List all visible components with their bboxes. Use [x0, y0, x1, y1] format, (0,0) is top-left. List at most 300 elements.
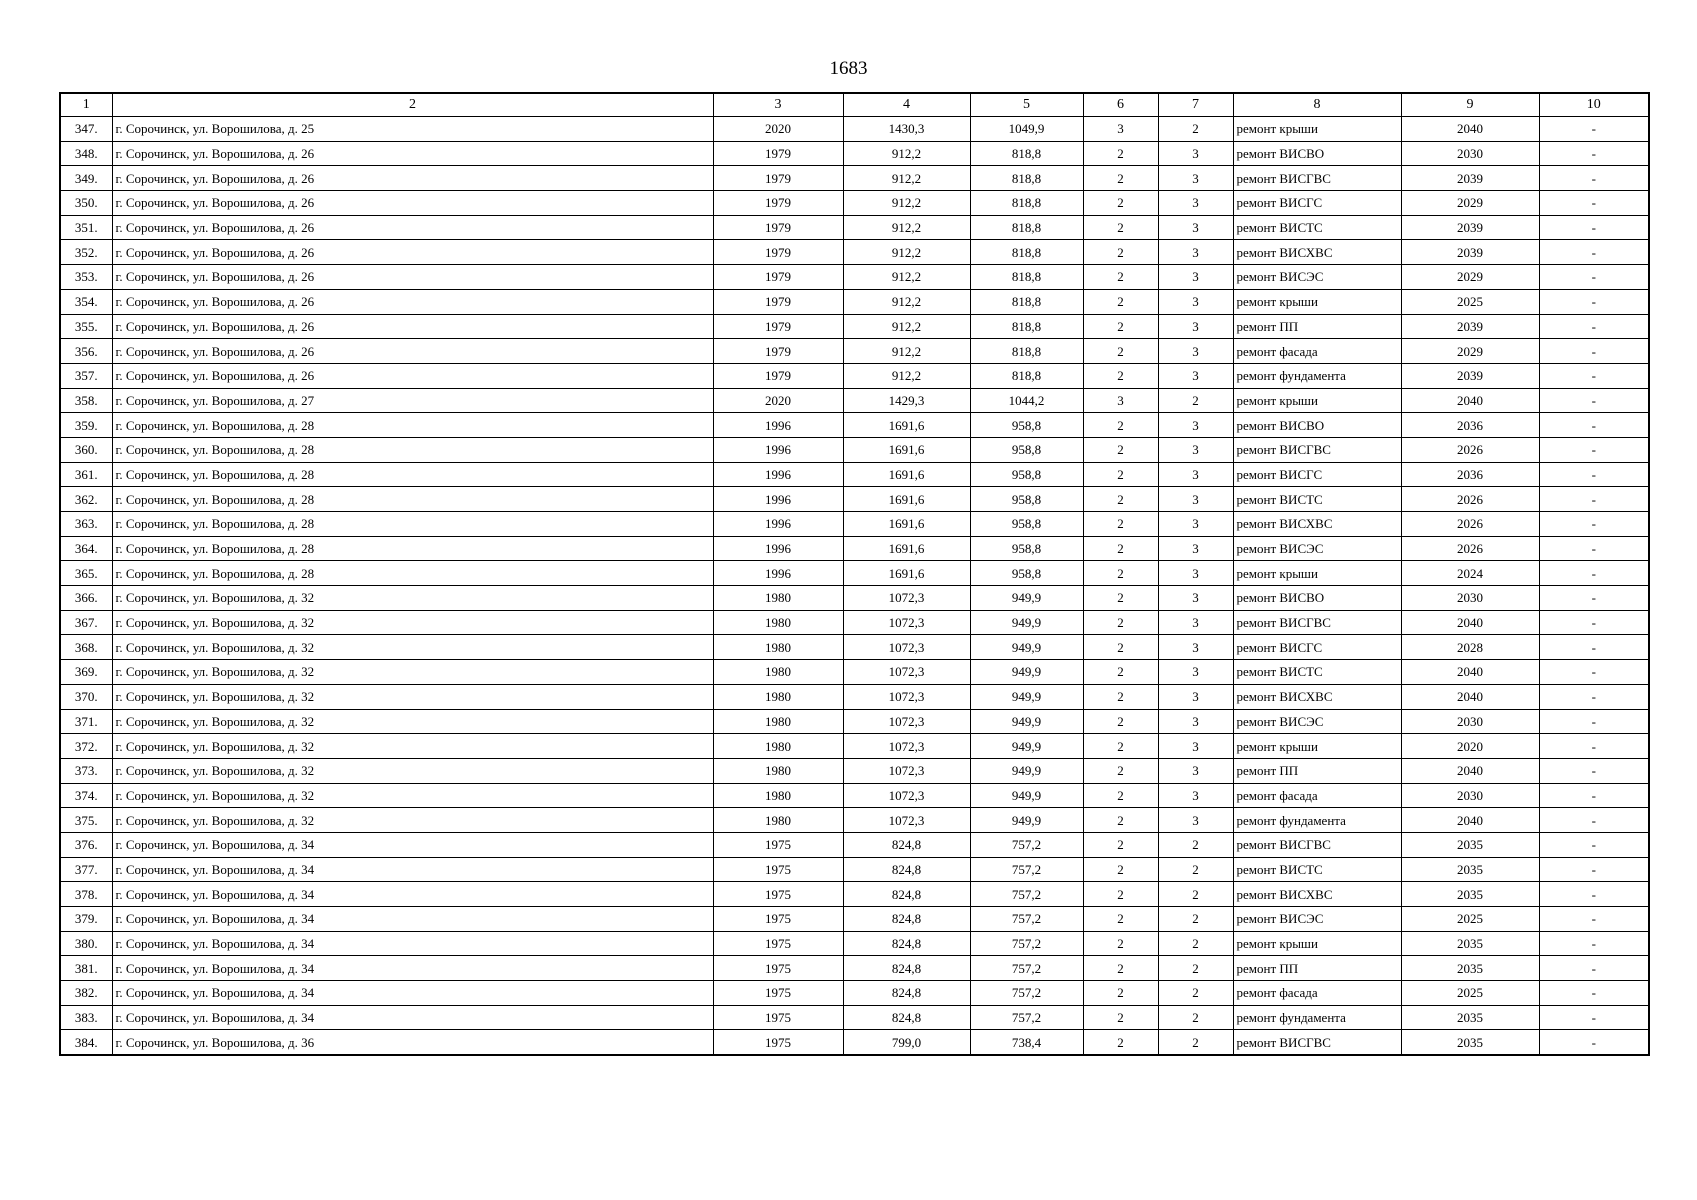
col6-cell: 2 [1083, 487, 1158, 512]
row-number-cell: 365. [60, 561, 112, 586]
col10-cell: - [1539, 956, 1649, 981]
planned-year-cell: 2025 [1401, 907, 1539, 932]
row-number-cell: 358. [60, 388, 112, 413]
row-number-cell: 351. [60, 215, 112, 240]
address-cell: г. Сорочинск, ул. Ворошилова, д. 34 [112, 956, 713, 981]
row-number-cell: 379. [60, 907, 112, 932]
table-row [60, 956, 1649, 981]
col6-cell: 2 [1083, 1030, 1158, 1055]
living-area-cell: 958,8 [970, 437, 1083, 462]
work-type-cell: ремонт фасада [1233, 981, 1401, 1006]
year-cell: 1979 [713, 363, 843, 388]
work-type-cell: ремонт крыши [1233, 561, 1401, 586]
total-area-cell: 1691,6 [843, 462, 970, 487]
col10-cell: - [1539, 857, 1649, 882]
total-area-cell: 824,8 [843, 857, 970, 882]
col7-cell: 3 [1158, 635, 1233, 660]
year-cell: 1980 [713, 808, 843, 833]
col6-cell: 2 [1083, 734, 1158, 759]
col6-cell: 2 [1083, 462, 1158, 487]
address-cell: г. Сорочинск, ул. Ворошилова, д. 28 [112, 413, 713, 438]
living-area-cell: 818,8 [970, 215, 1083, 240]
col6-cell: 2 [1083, 437, 1158, 462]
address-cell: г. Сорочинск, ул. Ворошилова, д. 34 [112, 981, 713, 1006]
col10-cell: - [1539, 758, 1649, 783]
col10-cell: - [1539, 684, 1649, 709]
planned-year-cell: 2026 [1401, 437, 1539, 462]
row-number-cell: 347. [60, 117, 112, 142]
total-area-cell: 1430,3 [843, 117, 970, 142]
living-area-cell: 738,4 [970, 1030, 1083, 1055]
work-type-cell: ремонт ВИСГВС [1233, 1030, 1401, 1055]
work-type-cell: ремонт фундамента [1233, 363, 1401, 388]
year-cell: 2020 [713, 117, 843, 142]
year-cell: 1979 [713, 191, 843, 216]
living-area-cell: 958,8 [970, 536, 1083, 561]
planned-year-cell: 2040 [1401, 684, 1539, 709]
row-number-cell: 348. [60, 141, 112, 166]
row-number-cell: 384. [60, 1030, 112, 1055]
total-area-cell: 1072,3 [843, 684, 970, 709]
planned-year-cell: 2030 [1401, 709, 1539, 734]
col10-cell: - [1539, 240, 1649, 265]
table-row [60, 561, 1649, 586]
total-area-cell: 824,8 [843, 882, 970, 907]
table-row [60, 487, 1649, 512]
work-type-cell: ремонт ВИСХВС [1233, 684, 1401, 709]
row-number-cell: 350. [60, 191, 112, 216]
total-area-cell: 1691,6 [843, 413, 970, 438]
table-row [60, 413, 1649, 438]
year-cell: 1979 [713, 166, 843, 191]
col10-cell: - [1539, 141, 1649, 166]
year-cell: 1979 [713, 240, 843, 265]
planned-year-cell: 2040 [1401, 610, 1539, 635]
planned-year-cell: 2026 [1401, 487, 1539, 512]
table-row [60, 265, 1649, 290]
work-type-cell: ремонт ПП [1233, 758, 1401, 783]
work-type-cell: ремонт крыши [1233, 734, 1401, 759]
work-type-cell: ремонт ВИСТС [1233, 857, 1401, 882]
living-area-cell: 818,8 [970, 265, 1083, 290]
total-area-cell: 1072,3 [843, 586, 970, 611]
total-area-cell: 824,8 [843, 956, 970, 981]
table-row [60, 684, 1649, 709]
year-cell: 1975 [713, 832, 843, 857]
col7-cell: 3 [1158, 240, 1233, 265]
living-area-cell: 818,8 [970, 363, 1083, 388]
address-cell: г. Сорочинск, ул. Ворошилова, д. 32 [112, 610, 713, 635]
col6-cell: 2 [1083, 956, 1158, 981]
planned-year-cell: 2036 [1401, 413, 1539, 438]
total-area-cell: 1072,3 [843, 610, 970, 635]
table-row [60, 882, 1649, 907]
work-type-cell: ремонт ВИСГВС [1233, 832, 1401, 857]
col6-cell: 2 [1083, 339, 1158, 364]
col7-cell: 3 [1158, 561, 1233, 586]
col7-cell: 2 [1158, 117, 1233, 142]
work-type-cell: ремонт ВИСТС [1233, 660, 1401, 685]
col10-cell: - [1539, 931, 1649, 956]
year-cell: 1979 [713, 314, 843, 339]
address-cell: г. Сорочинск, ул. Ворошилова, д. 32 [112, 684, 713, 709]
col10-cell: - [1539, 265, 1649, 290]
living-area-cell: 818,8 [970, 141, 1083, 166]
living-area-cell: 958,8 [970, 462, 1083, 487]
work-type-cell: ремонт ВИСГС [1233, 462, 1401, 487]
col7-cell: 2 [1158, 981, 1233, 1006]
year-cell: 1980 [713, 586, 843, 611]
col10-cell: - [1539, 907, 1649, 932]
work-type-cell: ремонт ВИСГВС [1233, 610, 1401, 635]
col6-cell: 2 [1083, 240, 1158, 265]
col6-cell: 2 [1083, 289, 1158, 314]
total-area-cell: 1691,6 [843, 561, 970, 586]
planned-year-cell: 2035 [1401, 956, 1539, 981]
col7-cell: 3 [1158, 709, 1233, 734]
col10-cell: - [1539, 536, 1649, 561]
row-number-cell: 377. [60, 857, 112, 882]
living-area-cell: 1044,2 [970, 388, 1083, 413]
row-number-cell: 370. [60, 684, 112, 709]
year-cell: 1980 [713, 660, 843, 685]
col7-cell: 2 [1158, 857, 1233, 882]
address-cell: г. Сорочинск, ул. Ворошилова, д. 25 [112, 117, 713, 142]
work-type-cell: ремонт ВИСТС [1233, 487, 1401, 512]
col6-cell: 3 [1083, 388, 1158, 413]
column-header: 3 [713, 93, 843, 117]
address-cell: г. Сорочинск, ул. Ворошилова, д. 32 [112, 783, 713, 808]
year-cell: 1996 [713, 413, 843, 438]
work-type-cell: ремонт ВИСЭС [1233, 265, 1401, 290]
col6-cell: 2 [1083, 635, 1158, 660]
address-cell: г. Сорочинск, ул. Ворошилова, д. 32 [112, 734, 713, 759]
address-cell: г. Сорочинск, ул. Ворошилова, д. 26 [112, 191, 713, 216]
work-type-cell: ремонт ВИСВО [1233, 586, 1401, 611]
col7-cell: 2 [1158, 882, 1233, 907]
row-number-cell: 367. [60, 610, 112, 635]
col6-cell: 2 [1083, 1005, 1158, 1030]
col6-cell: 2 [1083, 561, 1158, 586]
row-number-cell: 372. [60, 734, 112, 759]
work-type-cell: ремонт ВИСТС [1233, 215, 1401, 240]
total-area-cell: 912,2 [843, 191, 970, 216]
total-area-cell: 912,2 [843, 141, 970, 166]
col6-cell: 2 [1083, 610, 1158, 635]
col7-cell: 3 [1158, 191, 1233, 216]
column-header: 4 [843, 93, 970, 117]
row-number-cell: 375. [60, 808, 112, 833]
planned-year-cell: 2039 [1401, 314, 1539, 339]
col10-cell: - [1539, 191, 1649, 216]
table-row [60, 981, 1649, 1006]
col6-cell: 2 [1083, 586, 1158, 611]
address-cell: г. Сорочинск, ул. Ворошилова, д. 26 [112, 166, 713, 191]
col7-cell: 2 [1158, 832, 1233, 857]
col10-cell: - [1539, 215, 1649, 240]
work-type-cell: ремонт фундамента [1233, 1005, 1401, 1030]
total-area-cell: 912,2 [843, 339, 970, 364]
col7-cell: 3 [1158, 758, 1233, 783]
living-area-cell: 757,2 [970, 882, 1083, 907]
planned-year-cell: 2040 [1401, 117, 1539, 142]
col7-cell: 3 [1158, 363, 1233, 388]
col10-cell: - [1539, 1030, 1649, 1055]
planned-year-cell: 2035 [1401, 882, 1539, 907]
planned-year-cell: 2040 [1401, 660, 1539, 685]
col7-cell: 3 [1158, 808, 1233, 833]
planned-year-cell: 2035 [1401, 832, 1539, 857]
work-type-cell: ремонт ВИСХВС [1233, 512, 1401, 537]
row-number-cell: 353. [60, 265, 112, 290]
total-area-cell: 912,2 [843, 265, 970, 290]
year-cell: 1980 [713, 783, 843, 808]
col6-cell: 2 [1083, 981, 1158, 1006]
planned-year-cell: 2039 [1401, 363, 1539, 388]
total-area-cell: 1691,6 [843, 536, 970, 561]
planned-year-cell: 2026 [1401, 512, 1539, 537]
living-area-cell: 949,9 [970, 709, 1083, 734]
year-cell: 1996 [713, 536, 843, 561]
total-area-cell: 1072,3 [843, 783, 970, 808]
total-area-cell: 824,8 [843, 981, 970, 1006]
page-number: 1683 [829, 58, 868, 79]
col10-cell: - [1539, 487, 1649, 512]
year-cell: 1996 [713, 437, 843, 462]
work-type-cell: ремонт фасада [1233, 339, 1401, 364]
total-area-cell: 824,8 [843, 907, 970, 932]
total-area-cell: 1691,6 [843, 512, 970, 537]
col7-cell: 2 [1158, 931, 1233, 956]
total-area-cell: 1072,3 [843, 635, 970, 660]
year-cell: 1975 [713, 981, 843, 1006]
row-number-cell: 366. [60, 586, 112, 611]
living-area-cell: 949,9 [970, 610, 1083, 635]
living-area-cell: 818,8 [970, 289, 1083, 314]
planned-year-cell: 2030 [1401, 141, 1539, 166]
col6-cell: 2 [1083, 907, 1158, 932]
col6-cell: 2 [1083, 882, 1158, 907]
planned-year-cell: 2026 [1401, 536, 1539, 561]
work-type-cell: ремонт крыши [1233, 117, 1401, 142]
col6-cell: 2 [1083, 808, 1158, 833]
work-type-cell: ремонт фундамента [1233, 808, 1401, 833]
address-cell: г. Сорочинск, ул. Ворошилова, д. 28 [112, 437, 713, 462]
col7-cell: 3 [1158, 339, 1233, 364]
table-row [60, 289, 1649, 314]
table-row [60, 709, 1649, 734]
col7-cell: 3 [1158, 413, 1233, 438]
col7-cell: 3 [1158, 166, 1233, 191]
col6-cell: 2 [1083, 536, 1158, 561]
year-cell: 1980 [713, 635, 843, 660]
col10-cell: - [1539, 610, 1649, 635]
work-type-cell: ремонт ПП [1233, 956, 1401, 981]
year-cell: 1996 [713, 462, 843, 487]
column-header: 7 [1158, 93, 1233, 117]
year-cell: 1979 [713, 265, 843, 290]
col10-cell: - [1539, 561, 1649, 586]
col7-cell: 3 [1158, 586, 1233, 611]
year-cell: 1996 [713, 512, 843, 537]
table-row [60, 586, 1649, 611]
row-number-cell: 383. [60, 1005, 112, 1030]
total-area-cell: 1072,3 [843, 808, 970, 833]
table-body [60, 117, 1649, 1056]
living-area-cell: 818,8 [970, 240, 1083, 265]
col7-cell: 3 [1158, 512, 1233, 537]
address-cell: г. Сорочинск, ул. Ворошилова, д. 26 [112, 265, 713, 290]
col7-cell: 3 [1158, 783, 1233, 808]
row-number-cell: 362. [60, 487, 112, 512]
col7-cell: 3 [1158, 610, 1233, 635]
living-area-cell: 757,2 [970, 981, 1083, 1006]
address-cell: г. Сорочинск, ул. Ворошилова, д. 26 [112, 215, 713, 240]
living-area-cell: 757,2 [970, 907, 1083, 932]
work-type-cell: ремонт ВИСВО [1233, 141, 1401, 166]
planned-year-cell: 2040 [1401, 758, 1539, 783]
col10-cell: - [1539, 660, 1649, 685]
living-area-cell: 1049,9 [970, 117, 1083, 142]
address-cell: г. Сорочинск, ул. Ворошилова, д. 28 [112, 512, 713, 537]
living-area-cell: 958,8 [970, 561, 1083, 586]
col6-cell: 2 [1083, 141, 1158, 166]
col10-cell: - [1539, 586, 1649, 611]
col10-cell: - [1539, 1005, 1649, 1030]
planned-year-cell: 2029 [1401, 265, 1539, 290]
planned-year-cell: 2020 [1401, 734, 1539, 759]
year-cell: 1979 [713, 141, 843, 166]
column-header: 10 [1539, 93, 1649, 117]
col7-cell: 3 [1158, 314, 1233, 339]
col6-cell: 2 [1083, 660, 1158, 685]
living-area-cell: 958,8 [970, 512, 1083, 537]
living-area-cell: 949,9 [970, 758, 1083, 783]
work-type-cell: ремонт крыши [1233, 388, 1401, 413]
planned-year-cell: 2024 [1401, 561, 1539, 586]
table-row [60, 388, 1649, 413]
living-area-cell: 818,8 [970, 166, 1083, 191]
year-cell: 1980 [713, 734, 843, 759]
col10-cell: - [1539, 709, 1649, 734]
address-cell: г. Сорочинск, ул. Ворошилова, д. 26 [112, 363, 713, 388]
col10-cell: - [1539, 339, 1649, 364]
planned-year-cell: 2035 [1401, 1005, 1539, 1030]
year-cell: 1980 [713, 610, 843, 635]
living-area-cell: 949,9 [970, 783, 1083, 808]
table-row [60, 931, 1649, 956]
table-row [60, 857, 1649, 882]
col10-cell: - [1539, 437, 1649, 462]
row-number-cell: 374. [60, 783, 112, 808]
table-row [60, 536, 1649, 561]
col10-cell: - [1539, 166, 1649, 191]
address-cell: г. Сорочинск, ул. Ворошилова, д. 26 [112, 240, 713, 265]
col6-cell: 3 [1083, 117, 1158, 142]
living-area-cell: 818,8 [970, 339, 1083, 364]
col7-cell: 3 [1158, 487, 1233, 512]
row-number-cell: 381. [60, 956, 112, 981]
row-number-cell: 373. [60, 758, 112, 783]
table-row [60, 512, 1649, 537]
row-number-cell: 368. [60, 635, 112, 660]
address-cell: г. Сорочинск, ул. Ворошилова, д. 28 [112, 536, 713, 561]
work-type-cell: ремонт крыши [1233, 931, 1401, 956]
work-type-cell: ремонт ВИСЭС [1233, 536, 1401, 561]
col6-cell: 2 [1083, 363, 1158, 388]
year-cell: 2020 [713, 388, 843, 413]
col6-cell: 2 [1083, 857, 1158, 882]
col10-cell: - [1539, 363, 1649, 388]
table-row [60, 141, 1649, 166]
year-cell: 1975 [713, 1005, 843, 1030]
planned-year-cell: 2035 [1401, 857, 1539, 882]
living-area-cell: 949,9 [970, 808, 1083, 833]
col7-cell: 3 [1158, 141, 1233, 166]
col6-cell: 2 [1083, 709, 1158, 734]
address-cell: г. Сорочинск, ул. Ворошилова, д. 34 [112, 1005, 713, 1030]
row-number-cell: 361. [60, 462, 112, 487]
work-type-cell: ремонт ВИСХВС [1233, 240, 1401, 265]
address-cell: г. Сорочинск, ул. Ворошилова, д. 34 [112, 907, 713, 932]
address-cell: г. Сорочинск, ул. Ворошилова, д. 32 [112, 709, 713, 734]
column-header: 5 [970, 93, 1083, 117]
planned-year-cell: 2039 [1401, 240, 1539, 265]
living-area-cell: 958,8 [970, 413, 1083, 438]
table-row [60, 783, 1649, 808]
table-row [60, 462, 1649, 487]
table-row [60, 734, 1649, 759]
total-area-cell: 1072,3 [843, 660, 970, 685]
col7-cell: 3 [1158, 536, 1233, 561]
table-row [60, 117, 1649, 142]
address-cell: г. Сорочинск, ул. Ворошилова, д. 26 [112, 314, 713, 339]
living-area-cell: 949,9 [970, 660, 1083, 685]
total-area-cell: 1072,3 [843, 709, 970, 734]
row-number-cell: 382. [60, 981, 112, 1006]
living-area-cell: 949,9 [970, 635, 1083, 660]
living-area-cell: 757,2 [970, 832, 1083, 857]
planned-year-cell: 2040 [1401, 388, 1539, 413]
table-row [60, 215, 1649, 240]
year-cell: 1996 [713, 487, 843, 512]
table-row [60, 610, 1649, 635]
row-number-cell: 364. [60, 536, 112, 561]
row-number-cell: 360. [60, 437, 112, 462]
col10-cell: - [1539, 388, 1649, 413]
address-cell: г. Сорочинск, ул. Ворошилова, д. 34 [112, 882, 713, 907]
table-row [60, 314, 1649, 339]
address-cell: г. Сорочинск, ул. Ворошилова, д. 32 [112, 635, 713, 660]
row-number-cell: 352. [60, 240, 112, 265]
col6-cell: 2 [1083, 684, 1158, 709]
table-row [60, 166, 1649, 191]
col10-cell: - [1539, 635, 1649, 660]
col6-cell: 2 [1083, 314, 1158, 339]
table-row [60, 907, 1649, 932]
work-type-cell: ремонт ВИСГВС [1233, 166, 1401, 191]
table-row [60, 832, 1649, 857]
row-number-cell: 359. [60, 413, 112, 438]
year-cell: 1975 [713, 907, 843, 932]
total-area-cell: 1691,6 [843, 437, 970, 462]
planned-year-cell: 2029 [1401, 191, 1539, 216]
total-area-cell: 1072,3 [843, 734, 970, 759]
col10-cell: - [1539, 314, 1649, 339]
col7-cell: 3 [1158, 265, 1233, 290]
col7-cell: 2 [1158, 388, 1233, 413]
col7-cell: 2 [1158, 1030, 1233, 1055]
